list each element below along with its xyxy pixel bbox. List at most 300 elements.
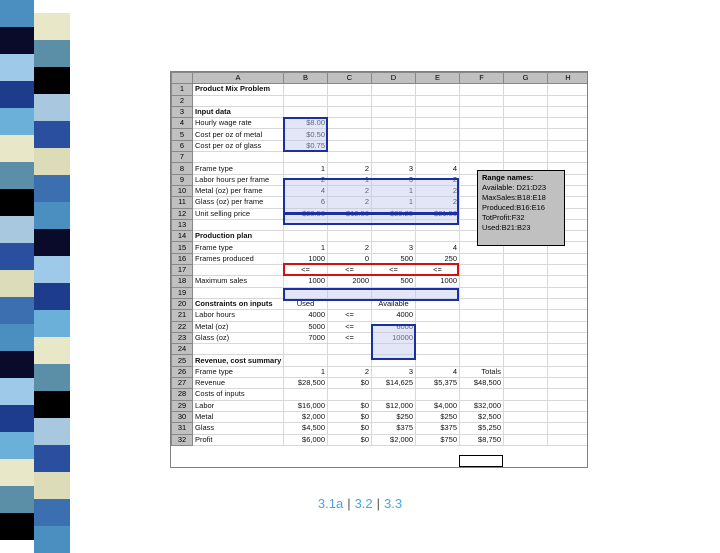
- sheet-cell[interactable]: Revenue, cost summary: [193, 355, 284, 366]
- sheet-cell[interactable]: $0.50: [284, 129, 328, 140]
- sheet-cell[interactable]: [284, 355, 328, 366]
- sheet-cell[interactable]: Product Mix Problem: [193, 84, 284, 95]
- sheet-cell[interactable]: [372, 152, 416, 163]
- sheet-cell[interactable]: [328, 355, 372, 366]
- sheet-cell[interactable]: [460, 310, 504, 321]
- spreadsheet[interactable]: [170, 71, 588, 468]
- sheet-cell[interactable]: [328, 344, 372, 355]
- sheet-cell[interactable]: 4: [416, 242, 460, 253]
- sheet-cell[interactable]: [504, 265, 548, 276]
- sheet-cell[interactable]: <=: [328, 310, 372, 321]
- sheet-cell[interactable]: <=: [284, 265, 328, 276]
- sheet-cell[interactable]: [193, 287, 284, 298]
- nav-separator: |: [376, 496, 381, 511]
- row-number[interactable]: 5: [172, 129, 193, 140]
- stripe-block: [34, 364, 70, 391]
- sheet-cell[interactable]: $12.50: [328, 208, 372, 219]
- sheet-cell[interactable]: [460, 265, 504, 276]
- sheet-cell[interactable]: [548, 400, 589, 411]
- row-number[interactable]: 22: [172, 321, 193, 332]
- row-number[interactable]: 15: [172, 242, 193, 253]
- sheet-cell[interactable]: [416, 106, 460, 117]
- sheet-cell[interactable]: Metal (oz): [193, 321, 284, 332]
- stripe-block: [34, 418, 70, 445]
- sheet-cell[interactable]: [460, 129, 504, 140]
- sheet-cell[interactable]: $14,625: [372, 378, 416, 389]
- row-number[interactable]: 14: [172, 231, 193, 242]
- sheet-cell[interactable]: [504, 84, 548, 95]
- sheet-cell[interactable]: [460, 253, 504, 264]
- sheet-cell[interactable]: [372, 140, 416, 151]
- stripe-block: [0, 459, 34, 486]
- sheet-cell[interactable]: [328, 129, 372, 140]
- row-number[interactable]: 25: [172, 355, 193, 366]
- sheet-cell[interactable]: 2: [328, 185, 372, 196]
- column-header[interactable]: D: [372, 73, 416, 84]
- range-name-line: TotProfit:F32: [482, 213, 525, 222]
- sheet-cell[interactable]: $375: [416, 423, 460, 434]
- nav-link-3-1a[interactable]: 3.1a: [317, 496, 344, 511]
- sheet-cell[interactable]: $0: [328, 423, 372, 434]
- sheet-cell[interactable]: [328, 231, 372, 242]
- sheet-cell[interactable]: $28,500: [284, 378, 328, 389]
- row-number[interactable]: 20: [172, 298, 193, 309]
- sheet-cell[interactable]: [548, 106, 589, 117]
- sheet-cell[interactable]: <=: [328, 265, 372, 276]
- sheet-cell[interactable]: $32,000: [460, 400, 504, 411]
- sheet-cell[interactable]: [416, 332, 460, 343]
- stripe-block: [34, 94, 70, 121]
- sheet-cell[interactable]: Frames produced: [193, 253, 284, 264]
- sheet-cell[interactable]: [416, 129, 460, 140]
- sheet-cell[interactable]: <=: [328, 321, 372, 332]
- stripe-block: [34, 391, 70, 418]
- sheet-cell[interactable]: [416, 321, 460, 332]
- sheet-cell[interactable]: [328, 95, 372, 106]
- sheet-cell[interactable]: [548, 411, 589, 422]
- sheet-cell[interactable]: [416, 118, 460, 129]
- sheet-cell[interactable]: Metal (oz) per frame: [193, 185, 284, 196]
- sheet-cell[interactable]: Revenue: [193, 378, 284, 389]
- sheet-cell[interactable]: [504, 152, 548, 163]
- stripe-block: [0, 162, 34, 189]
- sheet-cell[interactable]: 2: [328, 163, 372, 174]
- sheet-cell[interactable]: [416, 152, 460, 163]
- sheet-cell[interactable]: $0: [328, 378, 372, 389]
- sheet-cell[interactable]: [460, 84, 504, 95]
- sheet-cell[interactable]: [504, 310, 548, 321]
- sheet-cell[interactable]: $16,000: [284, 400, 328, 411]
- sheet-cell[interactable]: [328, 152, 372, 163]
- sheet-cell[interactable]: [193, 265, 284, 276]
- sheet-cell[interactable]: Labor hours per frame: [193, 174, 284, 185]
- sheet-row: [172, 310, 589, 321]
- sheet-cell[interactable]: Labor: [193, 400, 284, 411]
- sheet-cell[interactable]: $0: [328, 434, 372, 445]
- sheet-cell[interactable]: [504, 378, 548, 389]
- sheet-cell[interactable]: [416, 95, 460, 106]
- sheet-cell[interactable]: [504, 95, 548, 106]
- sheet-cell[interactable]: [548, 118, 589, 129]
- sheet-cell[interactable]: Hourly wage rate: [193, 118, 284, 129]
- sheet-cell[interactable]: <=: [416, 265, 460, 276]
- sheet-cell[interactable]: [284, 152, 328, 163]
- sheet-row: [172, 152, 589, 163]
- sheet-cell[interactable]: [460, 389, 504, 400]
- sheet-cell[interactable]: 2: [328, 242, 372, 253]
- column-header[interactable]: F: [460, 73, 504, 84]
- row-number[interactable]: 26: [172, 366, 193, 377]
- sheet-cell[interactable]: [548, 310, 589, 321]
- row-number[interactable]: 2: [172, 95, 193, 106]
- sheet-cell[interactable]: $375: [372, 423, 416, 434]
- sheet-cell[interactable]: 250: [416, 253, 460, 264]
- sheet-cell[interactable]: [548, 434, 589, 445]
- sheet-cell[interactable]: 500: [372, 276, 416, 287]
- row-number[interactable]: 21: [172, 310, 193, 321]
- sheet-cell[interactable]: Used: [284, 298, 328, 309]
- sheet-cell[interactable]: [416, 231, 460, 242]
- range-names-box: [477, 170, 565, 246]
- row-number[interactable]: 13: [172, 219, 193, 230]
- sheet-cell[interactable]: [193, 219, 284, 230]
- sheet-cell[interactable]: [460, 287, 504, 298]
- row-number[interactable]: 1: [172, 84, 193, 95]
- sheet-cell[interactable]: [504, 366, 548, 377]
- sheet-cell[interactable]: [284, 106, 328, 117]
- sheet-cell[interactable]: [460, 298, 504, 309]
- sheet-cell[interactable]: [460, 118, 504, 129]
- sheet-cell[interactable]: [504, 276, 548, 287]
- sheet-cell[interactable]: [328, 84, 372, 95]
- sheet-cell[interactable]: [460, 321, 504, 332]
- sheet-cell[interactable]: Frame type: [193, 242, 284, 253]
- row-number[interactable]: 16: [172, 253, 193, 264]
- row-number[interactable]: 11: [172, 197, 193, 208]
- sheet-cell[interactable]: 4: [284, 185, 328, 196]
- sheet-cell[interactable]: 4000: [372, 310, 416, 321]
- sheet-row: [172, 366, 589, 377]
- row-number[interactable]: 31: [172, 423, 193, 434]
- sheet-cell[interactable]: [504, 355, 548, 366]
- total-profit-highlight: [459, 455, 503, 467]
- stripe-block: [0, 270, 34, 297]
- sheet-cell[interactable]: [504, 344, 548, 355]
- sheet-cell[interactable]: [504, 411, 548, 422]
- sheet-cell[interactable]: 4: [416, 163, 460, 174]
- stripe-block: [0, 297, 34, 324]
- sheet-cell[interactable]: 5000: [284, 321, 328, 332]
- sheet-cell[interactable]: $2,000: [284, 411, 328, 422]
- sheet-cell[interactable]: $48,500: [460, 378, 504, 389]
- sheet-cell[interactable]: [548, 287, 589, 298]
- sheet-cell[interactable]: Constraints on inputs: [193, 298, 284, 309]
- row-number[interactable]: 18: [172, 276, 193, 287]
- sheet-cell[interactable]: [548, 95, 589, 106]
- sheet-cell[interactable]: 1: [284, 163, 328, 174]
- sheet-cell[interactable]: [416, 84, 460, 95]
- sheet-cell[interactable]: 2: [328, 366, 372, 377]
- sheet-cell[interactable]: [504, 287, 548, 298]
- row-number[interactable]: 8: [172, 163, 193, 174]
- row-number[interactable]: 12: [172, 208, 193, 219]
- sheet-cell[interactable]: $0.75: [284, 140, 328, 151]
- sheet-cell[interactable]: [193, 344, 284, 355]
- row-number[interactable]: 6: [172, 140, 193, 151]
- sheet-cell[interactable]: [548, 344, 589, 355]
- sheet-cell[interactable]: 2: [416, 197, 460, 208]
- stripe-block: [0, 378, 34, 405]
- sheet-cell[interactable]: 6000: [372, 321, 416, 332]
- sheet-cell[interactable]: [460, 355, 504, 366]
- sheet-cell[interactable]: $5,375: [416, 378, 460, 389]
- sheet-cell[interactable]: [416, 355, 460, 366]
- sheet-cell[interactable]: [372, 106, 416, 117]
- sheet-cell[interactable]: [548, 265, 589, 276]
- sheet-cell[interactable]: Profit: [193, 434, 284, 445]
- sheet-cell[interactable]: [460, 344, 504, 355]
- stripe-block: [0, 513, 34, 540]
- sheet-cell[interactable]: [548, 332, 589, 343]
- row-number[interactable]: 24: [172, 344, 193, 355]
- sheet-cell[interactable]: [284, 231, 328, 242]
- sheet-cell[interactable]: $8,750: [460, 434, 504, 445]
- sheet-cell[interactable]: 1: [328, 174, 372, 185]
- column-header[interactable]: G: [504, 73, 548, 84]
- range-name-line: Used:B21:B23: [482, 223, 531, 232]
- sheet-cell[interactable]: Labor hours: [193, 310, 284, 321]
- row-number[interactable]: 7: [172, 152, 193, 163]
- stripe-block: [0, 189, 34, 216]
- row-number[interactable]: 30: [172, 411, 193, 422]
- sheet-cell[interactable]: Glass (oz) per frame: [193, 197, 284, 208]
- sheet-cell[interactable]: 7000: [284, 332, 328, 343]
- sheet-row: [172, 400, 589, 411]
- sheet-cell[interactable]: Costs of inputs: [193, 389, 284, 400]
- sheet-cell[interactable]: 1: [372, 197, 416, 208]
- sheet-cell[interactable]: $12,000: [372, 400, 416, 411]
- sheet-cell[interactable]: 4000: [284, 310, 328, 321]
- sheet-cell[interactable]: [548, 366, 589, 377]
- sheet-cell[interactable]: [416, 389, 460, 400]
- sheet-cell[interactable]: Cost per oz of metal: [193, 129, 284, 140]
- sheet-cell[interactable]: [548, 140, 589, 151]
- row-number[interactable]: 4: [172, 118, 193, 129]
- sheet-cell[interactable]: $2,500: [460, 411, 504, 422]
- sheet-cell[interactable]: $0: [328, 400, 372, 411]
- sheet-cell[interactable]: [548, 84, 589, 95]
- sheet-cell[interactable]: 1000: [284, 276, 328, 287]
- sheet-cell[interactable]: [372, 231, 416, 242]
- sheet-cell[interactable]: 2: [416, 174, 460, 185]
- sheet-cell[interactable]: Glass: [193, 423, 284, 434]
- sheet-cell[interactable]: Totals: [460, 366, 504, 377]
- sheet-cell[interactable]: [460, 140, 504, 151]
- sheet-cell[interactable]: 1000: [284, 253, 328, 264]
- sheet-cell[interactable]: 1000: [416, 276, 460, 287]
- column-header[interactable]: A: [193, 73, 284, 84]
- sheet-cell[interactable]: 1: [284, 366, 328, 377]
- column-header[interactable]: C: [328, 73, 372, 84]
- sheet-cell[interactable]: [504, 106, 548, 117]
- sheet-cell[interactable]: $6,000: [284, 434, 328, 445]
- stripe-block: [34, 337, 70, 364]
- sheet-cell[interactable]: [548, 378, 589, 389]
- sheet-cell[interactable]: $250: [372, 411, 416, 422]
- row-number[interactable]: 28: [172, 389, 193, 400]
- sheet-cell[interactable]: 3: [372, 366, 416, 377]
- sheet-cell[interactable]: 6: [284, 197, 328, 208]
- sheet-row: [172, 95, 589, 106]
- sheet-cell[interactable]: 2: [284, 174, 328, 185]
- sheet-cell[interactable]: [548, 129, 589, 140]
- sheet-cell[interactable]: 2000: [328, 276, 372, 287]
- sheet-cell[interactable]: 2: [416, 185, 460, 196]
- sheet-row: [172, 276, 589, 287]
- sheet-cell[interactable]: [504, 321, 548, 332]
- sheet-cell[interactable]: [548, 276, 589, 287]
- sheet-cell[interactable]: [460, 276, 504, 287]
- nav-link-3-2[interactable]: 3.2: [354, 496, 373, 511]
- sheet-cell[interactable]: <=: [328, 332, 372, 343]
- row-number[interactable]: 19: [172, 287, 193, 298]
- row-number[interactable]: 17: [172, 265, 193, 276]
- sheet-cell[interactable]: [328, 140, 372, 151]
- sheet-cell[interactable]: [460, 332, 504, 343]
- sheet-cell[interactable]: [548, 321, 589, 332]
- sheet-cell[interactable]: [284, 344, 328, 355]
- sheet-cell[interactable]: $4,000: [416, 400, 460, 411]
- column-header[interactable]: E: [416, 73, 460, 84]
- sheet-cell[interactable]: $8.00: [284, 118, 328, 129]
- sheet-cell[interactable]: [416, 310, 460, 321]
- sheet-cell[interactable]: [372, 129, 416, 140]
- sheet-cell[interactable]: Unit selling price: [193, 208, 284, 219]
- row-number[interactable]: 9: [172, 174, 193, 185]
- sheet-cell[interactable]: [504, 140, 548, 151]
- sheet-row: [172, 411, 589, 422]
- sheet-cell[interactable]: $250: [416, 411, 460, 422]
- sheet-cell[interactable]: Glass (oz): [193, 332, 284, 343]
- sheet-cell[interactable]: 2: [328, 197, 372, 208]
- sheet-cell[interactable]: 4: [416, 366, 460, 377]
- sheet-cell[interactable]: 3: [372, 163, 416, 174]
- sheet-cell[interactable]: [548, 298, 589, 309]
- sheet-row: [172, 389, 589, 400]
- sheet-cell[interactable]: [504, 332, 548, 343]
- sheet-row: [172, 106, 589, 117]
- sheet-cell[interactable]: [372, 389, 416, 400]
- sheet-cell[interactable]: Frame type: [193, 163, 284, 174]
- column-header[interactable]: B: [284, 73, 328, 84]
- sheet-cell[interactable]: [504, 129, 548, 140]
- row-number[interactable]: 32: [172, 434, 193, 445]
- sheet-cell[interactable]: $0: [328, 411, 372, 422]
- sheet-cell[interactable]: [504, 389, 548, 400]
- sheet-cell[interactable]: [504, 298, 548, 309]
- sheet-cell[interactable]: [372, 84, 416, 95]
- sheet-cell[interactable]: 0: [328, 253, 372, 264]
- row-number[interactable]: 10: [172, 185, 193, 196]
- sheet-cell[interactable]: [416, 344, 460, 355]
- sheet-cell[interactable]: <=: [372, 265, 416, 276]
- sheet-cell[interactable]: $28.50: [284, 208, 328, 219]
- column-header[interactable]: H: [548, 73, 589, 84]
- sheet-cell[interactable]: $750: [416, 434, 460, 445]
- sheet-cell[interactable]: [193, 95, 284, 106]
- sheet-cell[interactable]: [504, 400, 548, 411]
- sheet-cell[interactable]: Cost per oz of glass: [193, 140, 284, 151]
- sheet-cell[interactable]: [284, 95, 328, 106]
- sheet-cell[interactable]: [284, 389, 328, 400]
- sheet-cell[interactable]: Production plan: [193, 231, 284, 242]
- stripe-block: [34, 445, 70, 472]
- selling-price-highlight: [283, 213, 459, 225]
- sheet-cell[interactable]: $5,250: [460, 423, 504, 434]
- row-number[interactable]: 29: [172, 400, 193, 411]
- sheet-cell[interactable]: [328, 118, 372, 129]
- sheet-cell[interactable]: $29.25: [372, 208, 416, 219]
- row-number[interactable]: 3: [172, 106, 193, 117]
- stripe-block: [34, 67, 70, 94]
- sheet-cell[interactable]: 10000: [372, 332, 416, 343]
- row-number[interactable]: 27: [172, 378, 193, 389]
- sheet-cell[interactable]: 1: [284, 242, 328, 253]
- sheet-cell[interactable]: Available: [372, 298, 416, 309]
- column-header[interactable]: [172, 73, 193, 84]
- sheet-cell[interactable]: [504, 118, 548, 129]
- sheet-cell[interactable]: [328, 106, 372, 117]
- sheet-cell[interactable]: [460, 152, 504, 163]
- sheet-cell[interactable]: Input data: [193, 106, 284, 117]
- nav-link-3-3[interactable]: 3.3: [384, 496, 403, 511]
- sheet-cell[interactable]: [548, 253, 589, 264]
- stripe-block: [34, 148, 70, 175]
- sheet-cell[interactable]: [193, 152, 284, 163]
- sheet-cell[interactable]: $4,500: [284, 423, 328, 434]
- sheet-cell[interactable]: [548, 355, 589, 366]
- sheet-cell[interactable]: [504, 434, 548, 445]
- sheet-cell[interactable]: 1: [372, 185, 416, 196]
- sheet-cell[interactable]: [460, 95, 504, 106]
- sheet-cell[interactable]: [460, 106, 504, 117]
- sheet-cell[interactable]: [504, 253, 548, 264]
- sheet-cell[interactable]: [372, 95, 416, 106]
- stripe-block: [34, 229, 70, 256]
- sheet-cell[interactable]: [548, 152, 589, 163]
- sheet-cell[interactable]: [416, 140, 460, 151]
- row-number[interactable]: 23: [172, 332, 193, 343]
- sheet-cell[interactable]: [328, 389, 372, 400]
- sheet-cell[interactable]: Maximum sales: [193, 276, 284, 287]
- sheet-cell[interactable]: 500: [372, 253, 416, 264]
- sheet-row: [172, 140, 589, 151]
- sheet-cell[interactable]: Frame type: [193, 366, 284, 377]
- sheet-cell[interactable]: Metal: [193, 411, 284, 422]
- sheet-cell[interactable]: $21.50: [416, 208, 460, 219]
- stripe-block: [34, 472, 70, 499]
- available-highlight: [371, 324, 416, 360]
- sheet-cell[interactable]: [504, 423, 548, 434]
- sheet-cell[interactable]: [548, 423, 589, 434]
- sheet-cell[interactable]: [372, 118, 416, 129]
- sheet-cell[interactable]: 3: [372, 242, 416, 253]
- sheet-row: [172, 423, 589, 434]
- sheet-cell[interactable]: $2,000: [372, 434, 416, 445]
- sheet-cell[interactable]: [548, 389, 589, 400]
- sheet-cell[interactable]: [284, 84, 328, 95]
- sheet-cell[interactable]: 3: [372, 174, 416, 185]
